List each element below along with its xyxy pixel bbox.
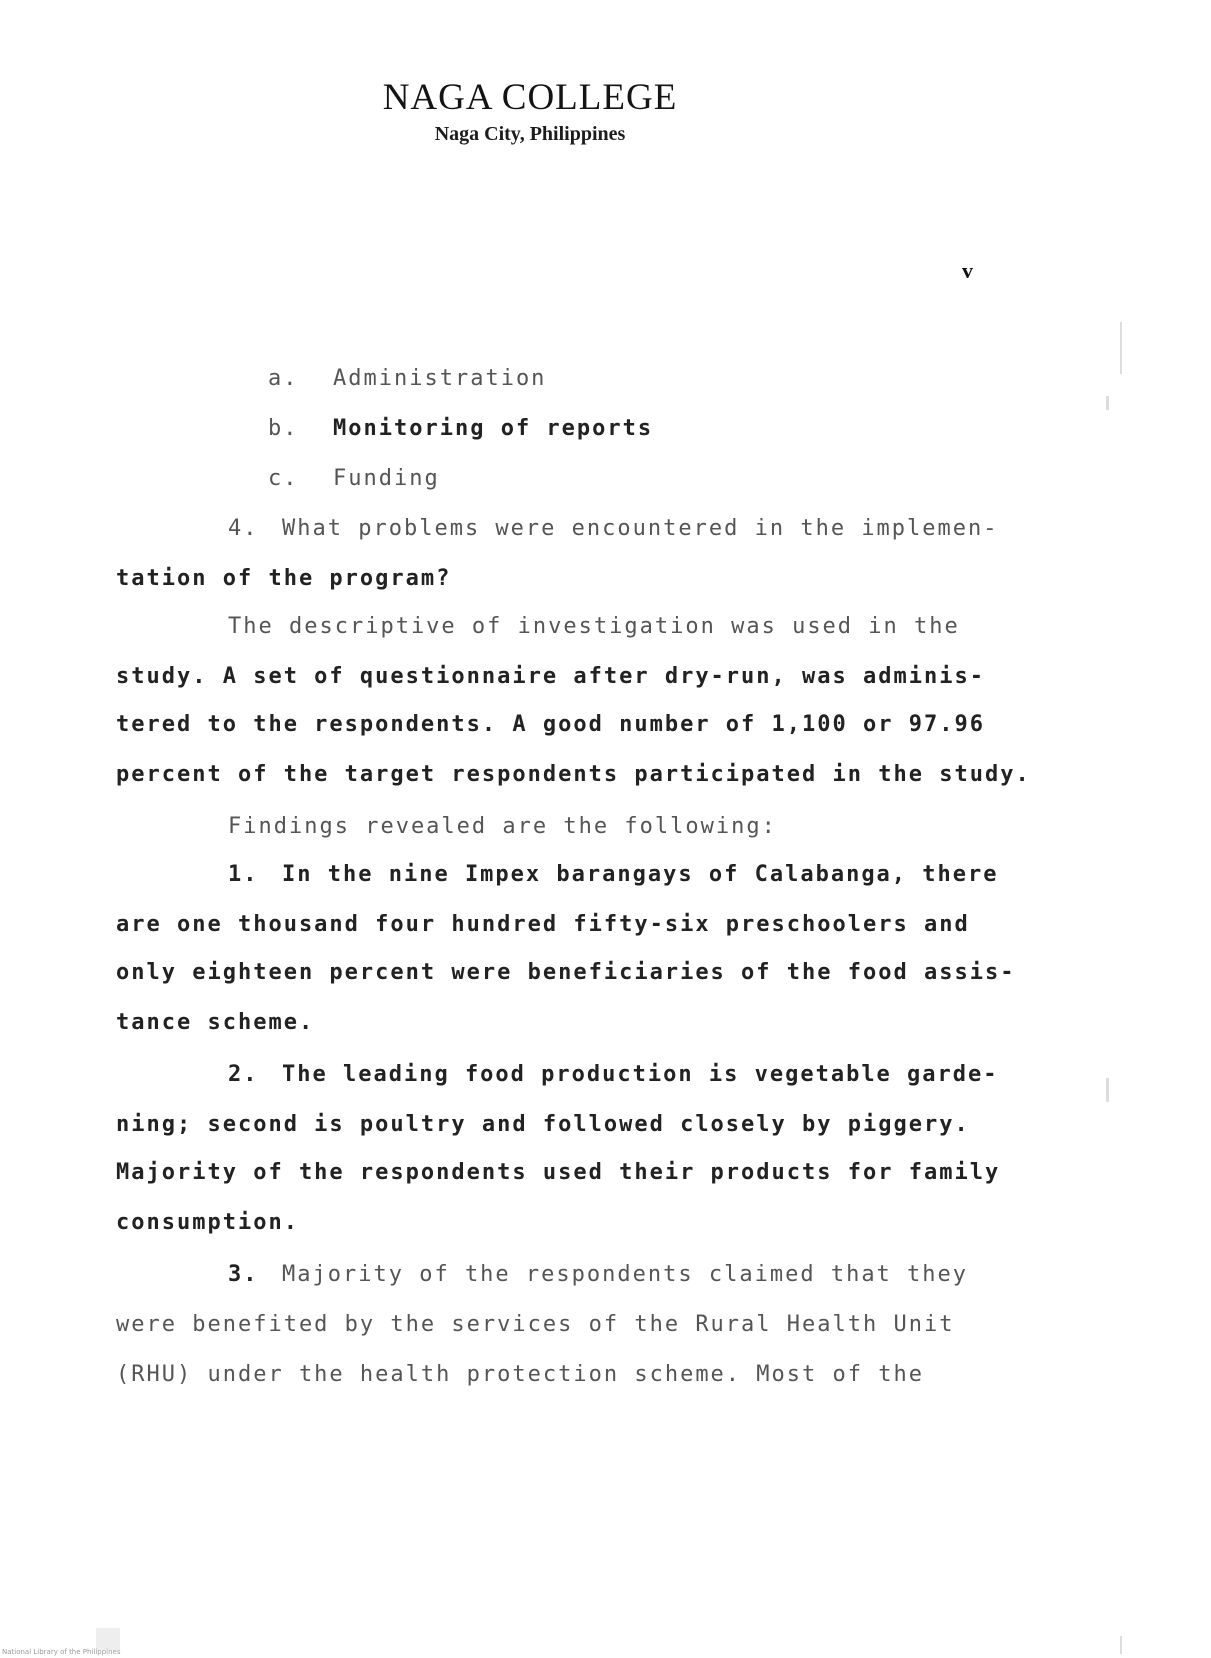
list-letter-c: c. [268,466,299,491]
page-number: v [962,258,973,283]
finding-1-line-1: In the nine Impex barangays of Calabanga, there [282,862,999,887]
list-item-funding: Funding [333,466,440,491]
findings-intro: Findings revealed are the following: [228,814,777,839]
list-letter-a: a. [268,366,299,391]
scan-artifact [1106,396,1109,410]
question-4-line-1: What problems were encountered in the implemen- [282,516,999,541]
finding-3-line-1: Majority of the respondents claimed that they [282,1262,969,1287]
finding-2-number: 2. [228,1062,259,1087]
list-item-administration: Administration [333,366,547,391]
finding-2-line-4: consumption. [116,1210,299,1235]
question-4-line-2: tation of the program? [116,566,452,591]
footer-scan-note: National Library of the Philippines [2,1648,121,1656]
institution-location: Naga City, Philippines [434,123,626,145]
method-line-4: percent of the target respondents participated in the study. [116,762,1031,787]
library-stamp [96,1628,120,1650]
method-line-2: study. A set of questionnaire after dry-run, was adminis- [116,664,985,689]
finding-3-line-2: were benefited by the services of the Rural Health Unit [116,1312,955,1337]
finding-2-line-1: The leading food production is vegetable garde- [282,1062,999,1087]
finding-1-number: 1. [228,862,259,887]
finding-1-line-4: tance scheme. [116,1010,315,1035]
question-4-number: 4. [228,516,259,541]
finding-1-line-2: are one thousand four hundred fifty-six preschoolers and [116,912,970,937]
finding-2-line-3: Majority of the respondents used their products for family [116,1160,1001,1185]
scan-artifact [1120,1636,1122,1654]
institution-name: NAGA COLLEGE [382,77,678,118]
scan-artifact [1106,1078,1109,1102]
list-item-monitoring: Monitoring of reports [333,416,654,441]
list-letter-b: b. [268,416,299,441]
method-line-3: tered to the respondents. A good number of 1,100 or 97.96 [116,712,985,737]
finding-1-line-3: only eighteen percent were beneficiaries of the food assis- [116,960,1016,985]
finding-3-line-3: (RHU) under the health protection scheme. Most of the [116,1362,924,1387]
finding-3-number: 3. [228,1262,259,1287]
scan-artifact [1120,322,1122,374]
method-line-1: The descriptive of investigation was used in the [228,614,960,639]
finding-2-line-2: ning; second is poultry and followed closely by piggery. [116,1112,970,1137]
